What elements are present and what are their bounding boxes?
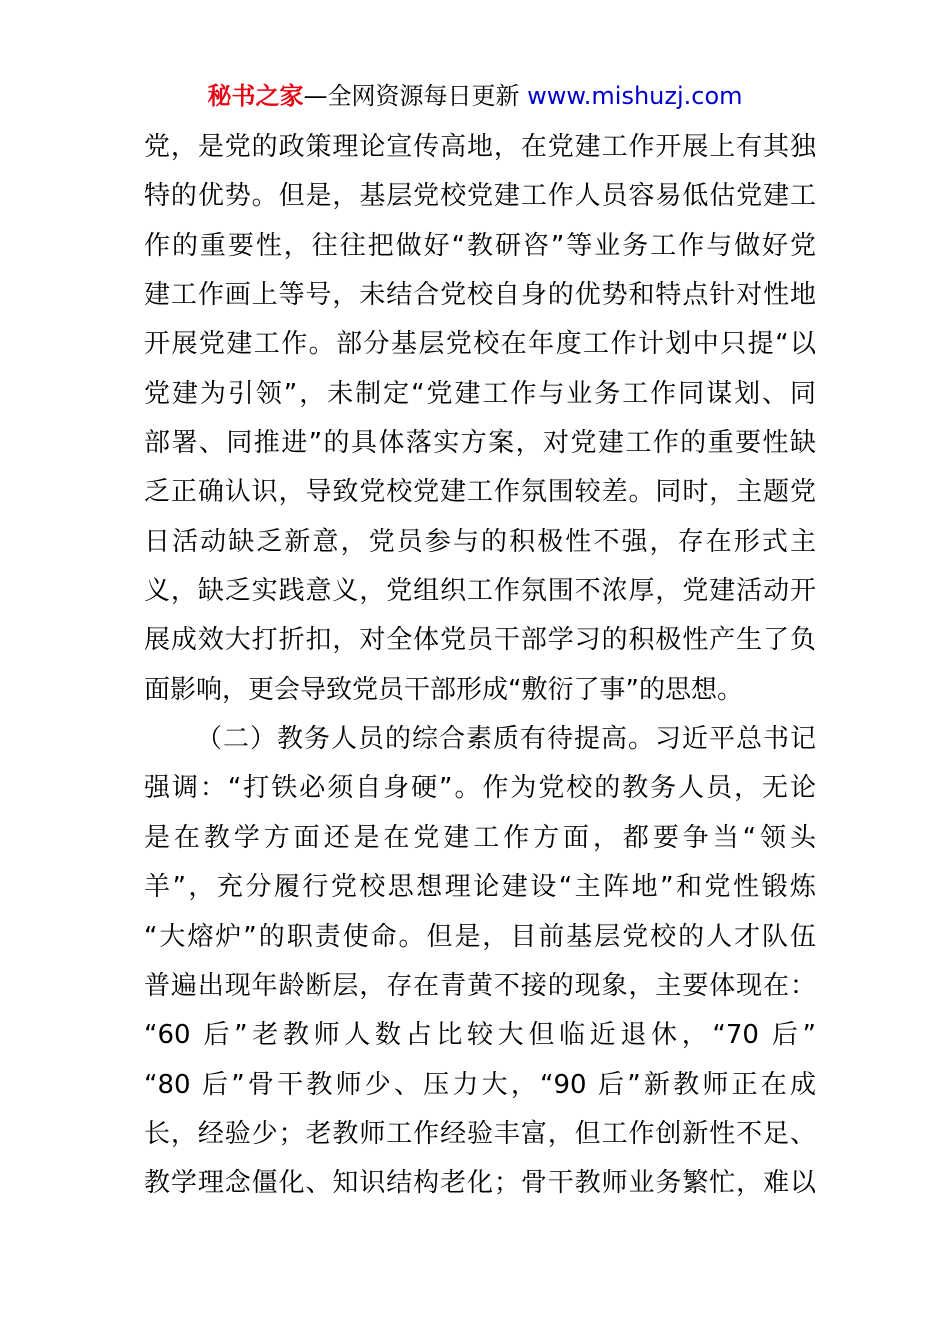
text-line: 羊”，充分履行党校思想理论建设“主阵地”和党性锻炼 xyxy=(144,872,816,903)
text-line: 义，缺乏实践意义，党组织工作氛围不浓厚，党建活动开 xyxy=(144,576,816,607)
text-line: 强调：“打铁必须自身硬”。作为党校的教务人员，无论 xyxy=(144,773,816,804)
text-line: “80 后”骨干教师少、压力大，“90 后”新教师正在成 xyxy=(144,1069,816,1100)
text-line: 党建为引领”，未制定“党建工作与业务工作同谋划、同 xyxy=(144,378,816,409)
site-brand: 秘书之家 xyxy=(207,82,304,110)
site-header xyxy=(0,80,950,112)
site-tagline: —全网资源每日更新 xyxy=(303,82,528,110)
text-line: 党，是党的政策理论宣传高地，在党建工作开展上有其独 xyxy=(144,132,816,162)
text-line: 普遍出现年龄断层，存在青黄不接的现象，主要体现在： xyxy=(144,970,816,1001)
text-line: 开展党建工作。部分基层党校在年度工作计划中只提“以 xyxy=(144,329,816,360)
site-url-link[interactable]: www.mishuzj.com xyxy=(527,82,743,110)
text-line: 日活动缺乏新意，党员参与的积极性不强，存在形式主 xyxy=(144,526,816,557)
text-line: 长，经验少；老教师工作经验丰富，但工作创新性不足、 xyxy=(144,1118,816,1149)
paragraph-end-line: 面影响，更会导致党员干部形成“敷衍了事”的思想。 xyxy=(144,674,743,705)
section-heading-line: （二）教务人员的综合素质有待提高。习近平总书记 xyxy=(196,724,816,755)
document-body xyxy=(144,123,816,1209)
text-line: 是在教学方面还是在党建工作方面，都要争当“领头 xyxy=(144,822,816,853)
text-line: 教学理念僵化、知识结构老化；骨干教师业务繁忙，难以 xyxy=(144,1168,816,1199)
text-line: 特的优势。但是，基层党校党建工作人员容易低估党建工 xyxy=(144,181,816,212)
text-line: 作的重要性，往往把做好“教研咨”等业务工作与做好党 xyxy=(144,230,816,261)
text-line: “大熔炉”的职责使命。但是，目前基层党校的人才队伍 xyxy=(144,921,816,952)
text-line: 展成效大打折扣，对全体党员干部学习的积极性产生了负 xyxy=(144,625,816,656)
text-line: 乏正确认识，导致党校党建工作氛围较差。同时，主题党 xyxy=(144,477,816,508)
text-line: “60 后”老教师人数占比较大但临近退休，“70 后” xyxy=(144,1020,816,1051)
text-line: 部署、同推进”的具体落实方案，对党建工作的重要性缺 xyxy=(144,428,816,459)
text-line: 建工作画上等号，未结合党校自身的优势和特点针对性地 xyxy=(144,280,816,311)
